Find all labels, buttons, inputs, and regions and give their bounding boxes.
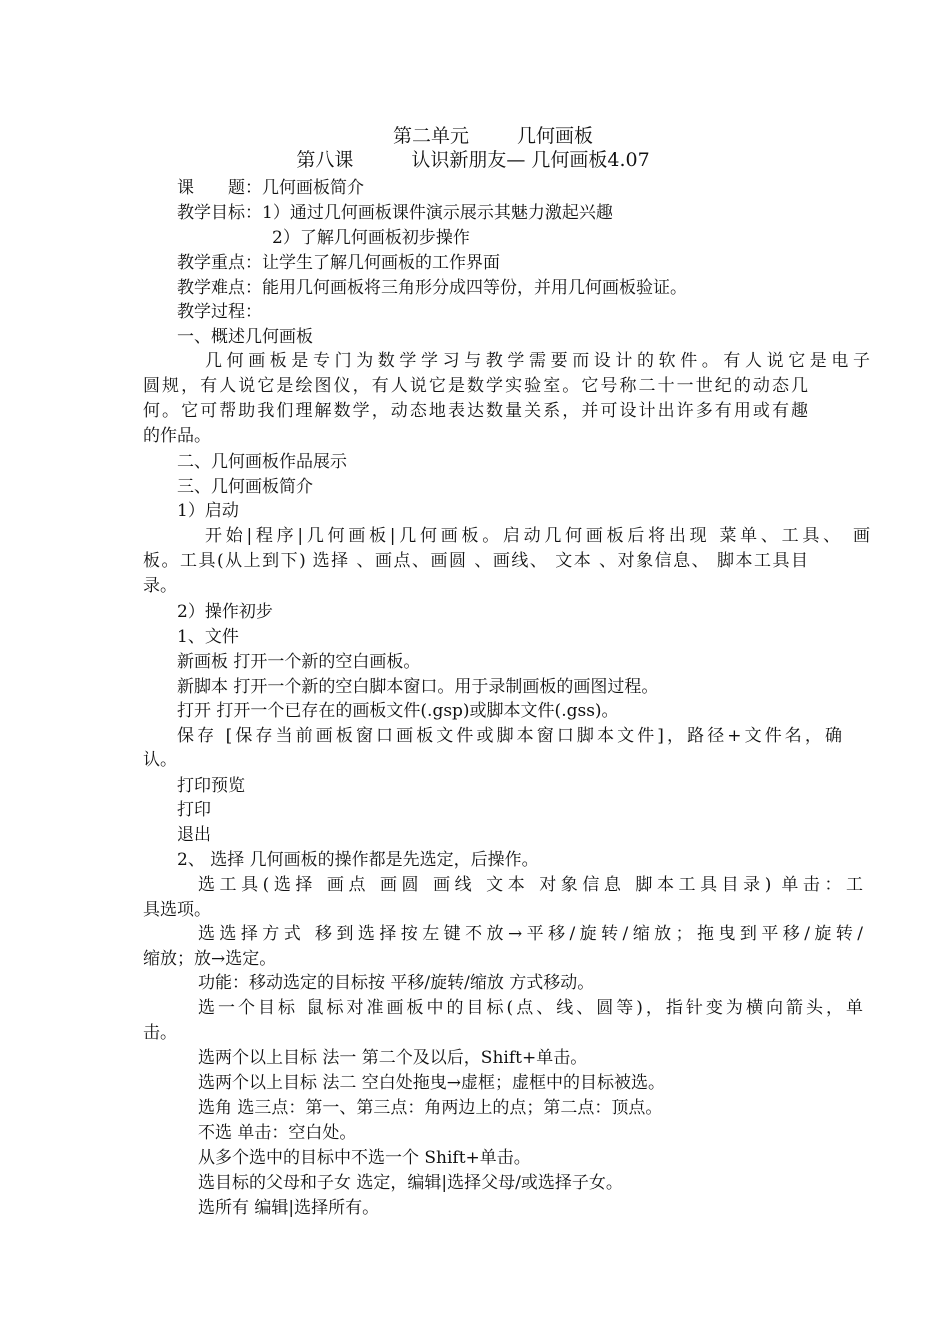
section-heading-1: 一、概述几何画板 xyxy=(177,327,313,347)
difficulty-line: 教学难点：能用几何画板将三角形分成四等份，并用几何画板验证。 xyxy=(177,278,687,298)
unit-label: 第二单元 xyxy=(392,125,469,147)
item-heading: 1、文件 xyxy=(177,627,239,647)
list-item: 新画板 打开一个新的空白画板。 xyxy=(177,652,421,672)
list-item: 功能：移动选定的目标按 平移/旋转/缩放 方式移动。 xyxy=(198,973,595,993)
paragraph-line: 板。工具(从上到下) 选择 、画点、画圆 、画线、 文本 、对象信息、 脚本工具目 xyxy=(143,551,808,571)
section-heading-3: 三、几何画板简介 xyxy=(177,477,313,497)
list-item: 选角 选三点：第一、第三点：角两边上的点；第二点：顶点。 xyxy=(198,1098,663,1118)
list-item: 选两个以上目标 法二 空白处拖曳→虚框；虚框中的目标被选。 xyxy=(198,1073,666,1093)
list-item: 从多个选中的目标中不选一个 Shift+单击。 xyxy=(198,1148,531,1168)
paragraph-line: 何。它可帮助我们理解数学，动态地表达数量关系，并可设计出许多有用或有趣 xyxy=(143,401,808,421)
paragraph-line: 开始|程序|几何画板|几何画板。启动几何画板后将出现 菜单、工具、 画 xyxy=(205,526,870,546)
list-item: 不选 单击：空白处。 xyxy=(198,1123,357,1143)
list-item: 选所有 编辑|选择所有。 xyxy=(198,1198,380,1218)
paragraph-line: 的作品。 xyxy=(143,426,211,446)
list-item-continuation: 认。 xyxy=(143,750,177,770)
paragraph-line: 录。 xyxy=(143,576,177,596)
unit-name: 几何画板 xyxy=(517,125,594,147)
key-point-line: 教学重点：让学生了解几何画板的工作界面 xyxy=(177,253,500,273)
subsection-heading: 1）启动 xyxy=(177,501,239,521)
subsection-heading: 2）操作初步 xyxy=(177,602,273,622)
lesson-label: 第八课 xyxy=(296,149,354,171)
item-heading: 2、 选择 几何画板的操作都是先选定，后操作。 xyxy=(177,850,539,870)
section-heading-2: 二、几何画板作品展示 xyxy=(177,452,347,472)
list-item: 选一个目标 鼠标对准画板中的目标(点、线、圆等)，指针变为横向箭头，单 xyxy=(198,998,863,1018)
list-item-continuation: 具选项。 xyxy=(143,900,211,920)
paragraph-line: 几何画板是专门为数学学习与教学需要而设计的软件。有人说它是电子 xyxy=(205,351,870,371)
list-item: 选两个以上目标 法一 第二个及以后，Shift+单击。 xyxy=(198,1048,588,1068)
unit-title xyxy=(143,124,843,148)
lesson-name: 认识新朋友— 几何画板4.07 xyxy=(411,149,650,171)
paragraph-line: 圆规，有人说它是绘图仪，有人说它是数学实验室。它号称二十一世纪的动态几 xyxy=(143,376,808,396)
list-item-continuation: 击。 xyxy=(143,1023,177,1043)
list-item: 打开 打开一个已存在的画板文件(.gsp)或脚本文件(.gss)。 xyxy=(177,701,619,721)
list-item-continuation: 缩放；放→选定。 xyxy=(143,949,277,969)
topic-line: 课 题：几何画板简介 xyxy=(177,178,364,198)
list-item: 保存 [保存当前画板窗口画板文件或脚本窗口脚本文件]，路径+文件名，确 xyxy=(177,726,842,746)
list-item: 打印 xyxy=(177,800,211,820)
objective-line-1: 教学目标：1）通过几何画板课件演示展示其魅力激起兴趣 xyxy=(177,203,613,223)
list-item: 选选择方式 移到选择按左键不放→平移/旋转/缩放；拖曳到平移/旋转/ xyxy=(198,924,863,944)
process-heading: 教学过程： xyxy=(177,302,262,322)
lesson-title xyxy=(143,148,803,172)
list-item: 选工具(选择 画点 画圆 画线 文本 对象信息 脚本工具目录) 单击：工 xyxy=(198,875,863,895)
list-item: 选目标的父母和子女 选定，编辑|选择父母/或选择子女。 xyxy=(198,1173,623,1193)
objective-line-2: 2）了解几何画板初步操作 xyxy=(272,228,470,248)
list-item: 新脚本 打开一个新的空白脚本窗口。用于录制画板的画图过程。 xyxy=(177,677,659,697)
list-item: 打印预览 xyxy=(177,776,245,796)
list-item: 退出 xyxy=(177,825,211,845)
